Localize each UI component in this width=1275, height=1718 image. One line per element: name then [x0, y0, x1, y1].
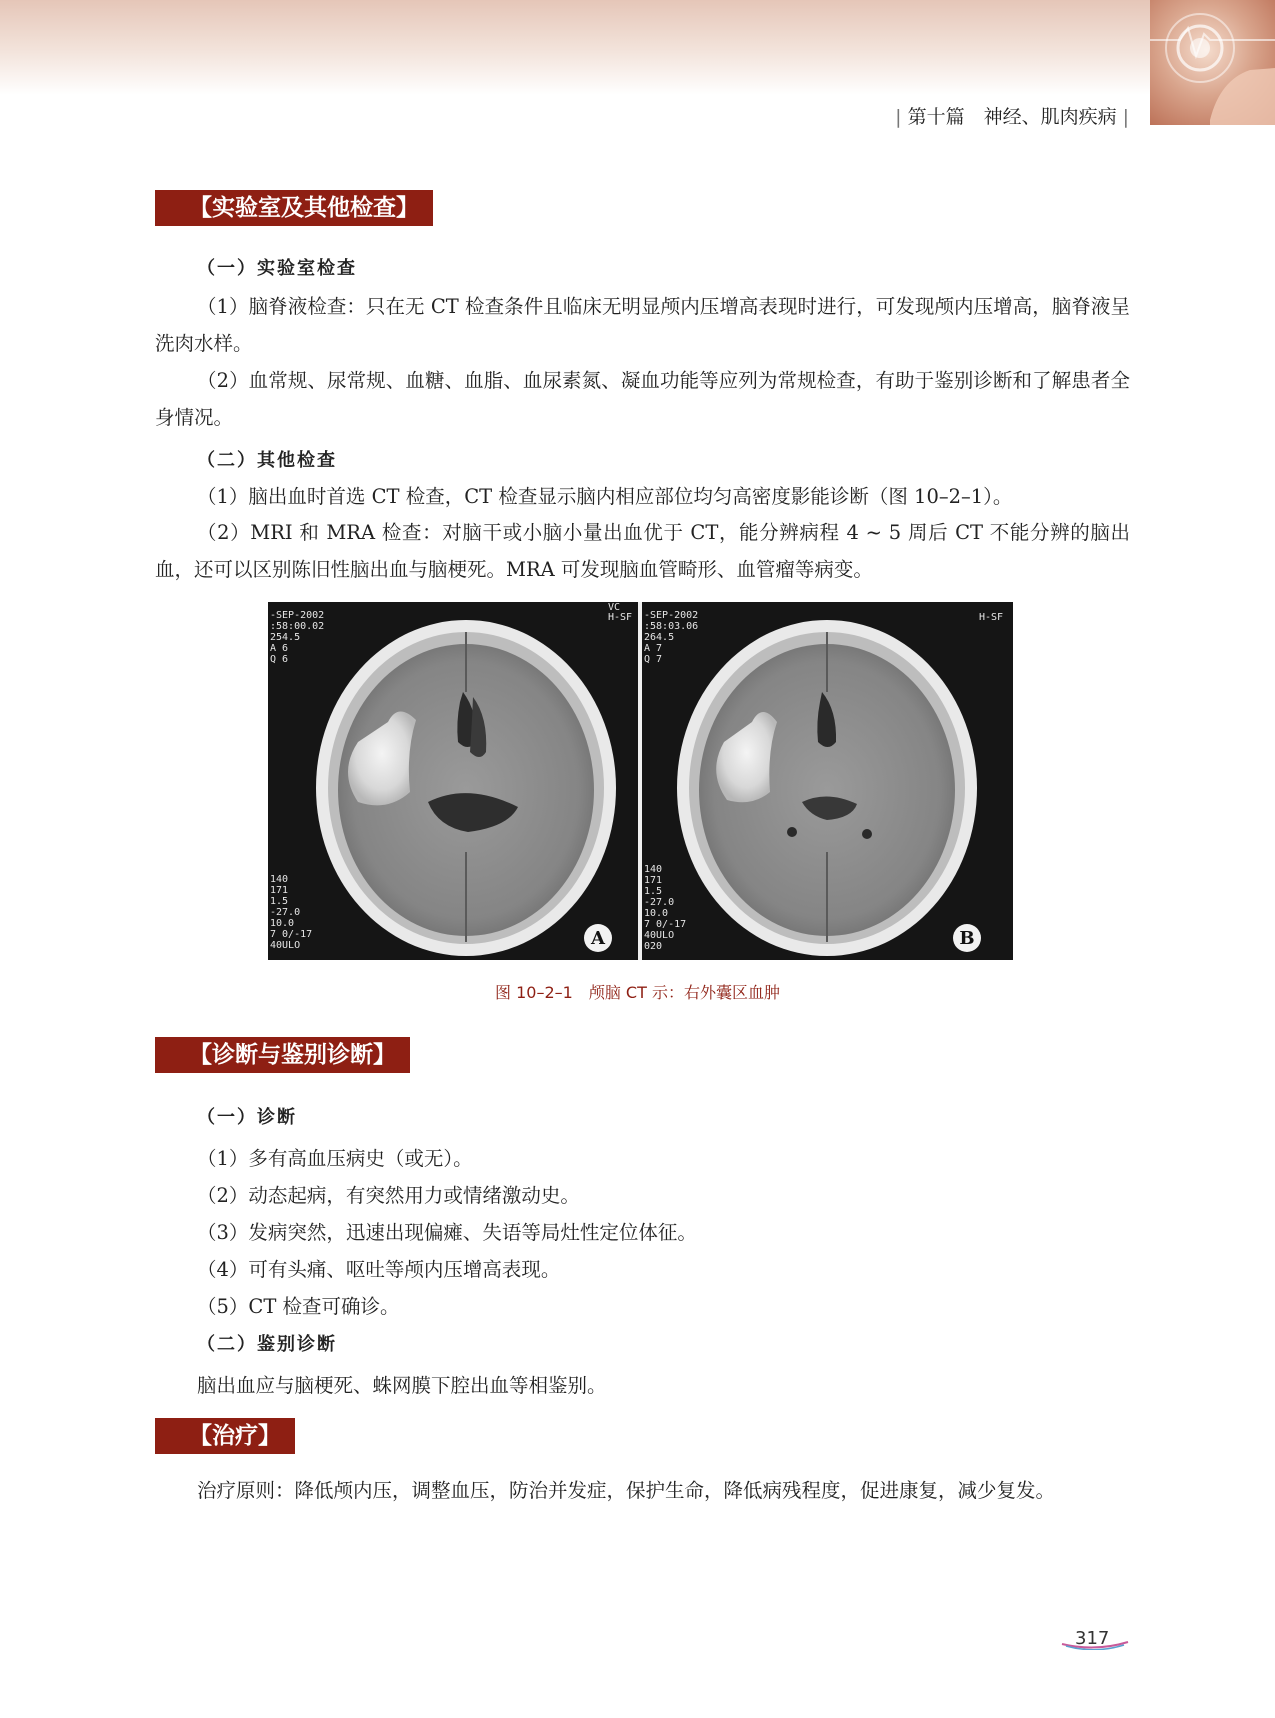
figure-caption: 图 10–2–1 颅脑 CT 示：右外囊区血肿 [495, 983, 780, 1002]
ct-panel-a [268, 602, 638, 960]
paragraph-treatment: 治疗原则：降低颅内压，调整血压，防治并发症，保护生命，降低病残程度，促进康复，减少复发。 [197, 1479, 1056, 1502]
diagnosis-item-2: （2）动态起病，有突然用力或情绪激动史。 [197, 1184, 580, 1207]
panel-a-bot-3: -27.0 [270, 907, 301, 918]
running-head: | 第十篇 神经、肌肉疾病 | [895, 106, 1129, 128]
ct-figure [268, 602, 1013, 960]
diagnosis-item-3: （3）发病突然，迅速出现偏瘫、失语等局灶性定位体征。 [197, 1221, 697, 1244]
subheading-diagnosis: （一）诊断 [197, 1107, 297, 1128]
section-title-lab: 【实验室及其他检查】 [155, 190, 433, 226]
panel-b-top-1: :58:03.06 [644, 621, 699, 632]
panel-b-bot-4: 10.0 [644, 908, 669, 919]
panel-b-bot-6: 40ULO [644, 930, 675, 941]
panel-b-bot-5: 7 0/-17 [644, 919, 687, 930]
panel-b-bot-2: 1.5 [644, 886, 663, 897]
paragraph-csf: （1）脑脊液检查：只在无 CT 检查条件且临床无明显颅内压增高表现时进行，可发现颅内压增高，脑脊液呈洗肉水样。 [155, 295, 1130, 355]
top-decorative-band [0, 0, 1275, 95]
diagnosis-item-5: （5）CT 检查可确诊。 [197, 1295, 400, 1318]
corner-stethoscope-illustration [1150, 0, 1275, 125]
panel-b-corner-0: H-SF [979, 612, 1004, 623]
panel-a-label: A [591, 928, 605, 949]
differential-text: 脑出血应与脑梗死、蛛网膜下腔出血等相鉴别。 [197, 1374, 607, 1397]
panel-a-corner-0: VC [608, 602, 621, 613]
panel-a-top-1: :58:00.02 [270, 621, 325, 632]
section-title-diagnosis: 【诊断与鉴别诊断】 [155, 1037, 410, 1073]
panel-b-top-0: -SEP-2002 [644, 610, 699, 621]
paragraph-routine-tests: （2）血常规、尿常规、血糖、血脂、血尿素氮、凝血功能等应列为常规检查，有助于鉴别诊断和了解患者全身情况。 [155, 369, 1130, 429]
panel-a-corner-1: H-SF [608, 612, 633, 623]
paragraph-mri: （2）MRI 和 MRA 检查：对脑干或小脑小量出血优于 CT，能分辨病程 4 ~ 5 周后 CT 不能分辨的脑出血，还可以区别陈旧性脑出血与脑梗死。MRA 可发现脑血管畸形、血管瘤等病变。 [155, 521, 1130, 581]
section-title-treatment: 【治疗】 [155, 1418, 295, 1454]
panel-a-bot-4: 10.0 [270, 918, 295, 929]
subheading-differential: （二）鉴别诊断 [197, 1334, 337, 1355]
panel-a-bot-5: 7 0/-17 [270, 929, 313, 940]
ct-panel-b [642, 602, 1013, 960]
panel-b-bot-7: 020 [644, 941, 663, 952]
panel-b-top-3: A 7 [644, 643, 663, 654]
panel-b-top-4: Q 7 [644, 654, 663, 665]
panel-a-bot-2: 1.5 [270, 896, 289, 907]
panel-b-bot-3: -27.0 [644, 897, 675, 908]
diagnosis-item-4: （4）可有头痛、呕吐等颅内压增高表现。 [197, 1258, 561, 1281]
panel-a-bot-1: 171 [270, 885, 289, 896]
panel-a-top-4: Q 6 [270, 654, 289, 665]
panel-b-bot-1: 171 [644, 875, 663, 886]
panel-b-bot-0: 140 [644, 864, 663, 875]
panel-a-top-3: A 6 [270, 643, 289, 654]
page-number: 317 [1075, 1628, 1110, 1649]
paragraph-ct: （1）脑出血时首选 CT 检查，CT 检查显示脑内相应部位均匀高密度影能诊断（图 10–2–1）。 [197, 485, 1013, 508]
panel-a-bot-0: 140 [270, 874, 289, 885]
panel-b-label: B [959, 928, 975, 949]
diagnosis-item-1: （1）多有高血压病史（或无）。 [197, 1147, 473, 1170]
panel-a-bot-6: 40ULO [270, 940, 301, 951]
panel-b-top-2: 264.5 [644, 632, 675, 643]
panel-a-top-0: -SEP-2002 [270, 610, 325, 621]
subheading-other-tests: （二）其他检查 [197, 450, 337, 471]
subheading-lab-tests: （一）实验室检查 [197, 258, 357, 279]
panel-a-top-2: 254.5 [270, 632, 301, 643]
